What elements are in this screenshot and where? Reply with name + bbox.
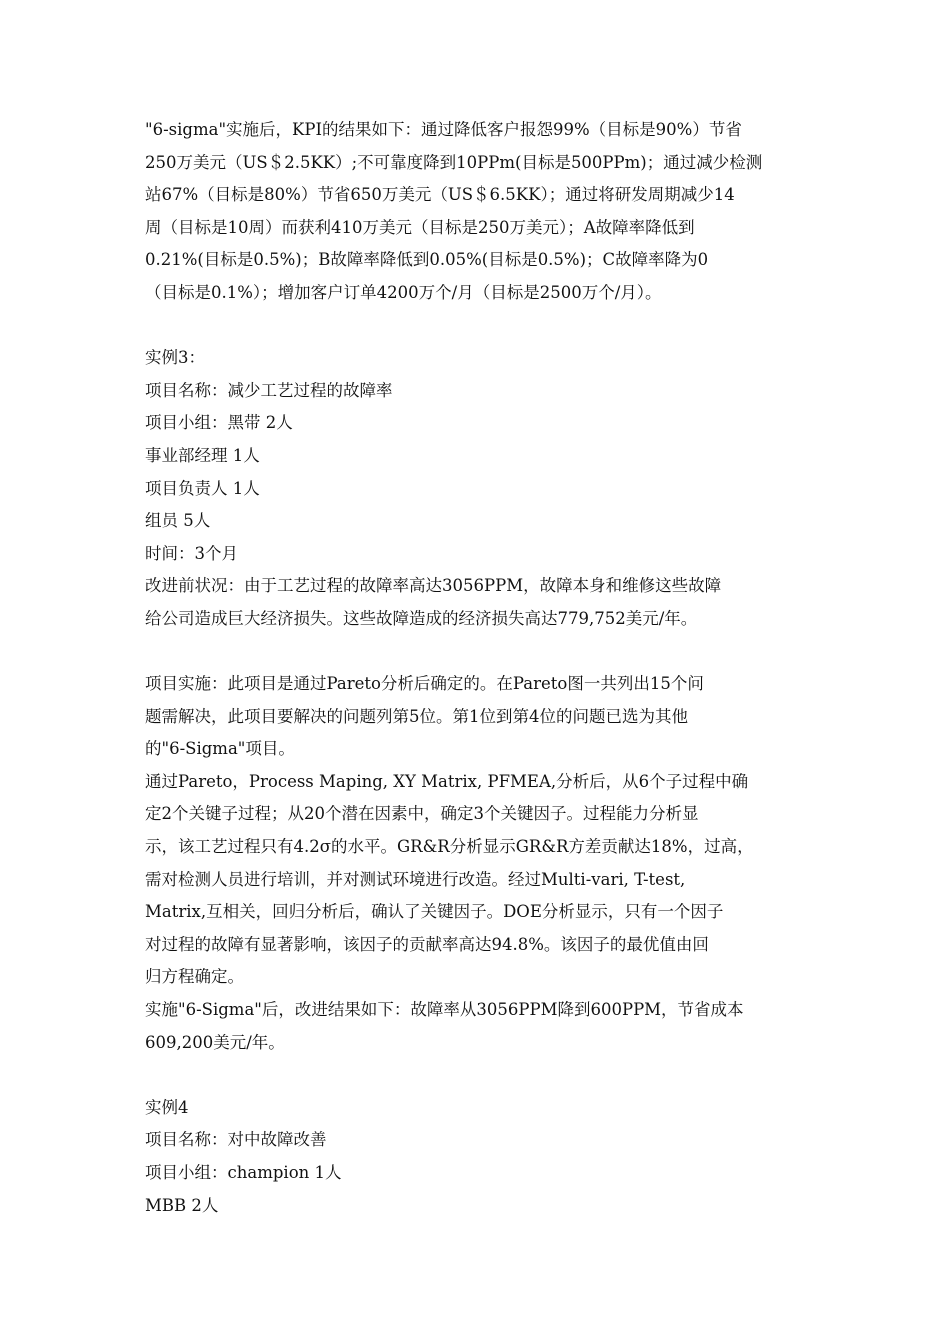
text-line: 实施"6-Sigma"后，改进结果如下：故障率从3056PPM降到600PPM，节省成本 [145, 1000, 744, 1020]
example-3-header-block [145, 342, 810, 635]
paragraph-gap [145, 636, 810, 669]
text-line: 周（目标是10周）而获利410万美元（目标是250万美元）；A故障率降低到 [145, 217, 695, 237]
text-line: 题需解决，此项目要解决的问题列第5位。第1位到第4位的问题已选为其他 [145, 706, 688, 726]
text-line: 示，该工艺过程只有4.2σ的水平。GR&R分析显示GR&R方差贡献达18%，过高， [145, 837, 754, 857]
text-line: 项目实施：此项目是通过Pareto分析后确定的。在Pareto图一共列出15个问 [145, 674, 704, 694]
team-member-line: 事业部经理 1人 [145, 445, 260, 465]
example-3-title: 实例3： [145, 348, 205, 368]
document-page [145, 114, 810, 1222]
text-line: 归方程确定。 [145, 967, 244, 987]
text-line: 站67%（目标是80%）节省650万美元（US＄6.5KK）；通过将研发周期减少14 [145, 185, 735, 205]
text-line: 的"6-Sigma"项目。 [145, 739, 295, 759]
project-duration: 时间：3个月 [145, 543, 238, 563]
project-team: 项目小组：champion 1人 [145, 1163, 342, 1182]
team-member-line: 项目负责人 1人 [145, 478, 260, 498]
team-member-line: MBB 2人 [145, 1195, 219, 1215]
example-4-title: 实例4 [145, 1097, 189, 1117]
kpi-results-paragraph [145, 114, 810, 310]
paragraph-gap [145, 310, 810, 343]
text-line: 改进前状况：由于工艺过程的故障率高达3056PPM，故障本身和维修这些故障 [145, 576, 722, 596]
text-line: 250万美元（US＄2.5KK）;不可靠度降到10PPm(目标是500PPm)；通过减少检测 [145, 152, 763, 172]
text-line: 通过Pareto，Process Maping, XY Matrix, PFMEA,分析后，从6个子过程中确 [145, 771, 749, 791]
text-line: 定2个关键子过程；从20个潜在因素中，确定3个关键因子。过程能力分析显 [145, 804, 699, 824]
text-line: 对过程的故障有显著影响，该因子的贡献率高达94.8%。该因子的最优值由回 [145, 934, 709, 954]
text-line: 609,200美元/年。 [145, 1032, 285, 1052]
project-name: 项目名称：减少工艺过程的故障率 [145, 380, 393, 400]
team-member-line: 组员 5人 [145, 511, 211, 531]
text-line: 需对检测人员进行培训，并对测试环境进行改造。经过Multi-vari, T-test, [145, 869, 686, 889]
example-3-implementation [145, 668, 810, 1059]
text-line: Matrix,互相关，回归分析后，确认了关键因子。DOE分析显示，只有一个因子 [145, 902, 724, 922]
text-line: 给公司造成巨大经济损失。这些故障造成的经济损失高达779,752美元/年。 [145, 608, 698, 628]
example-4-header-block [145, 1092, 810, 1222]
text-line: 0.21%(目标是0.5%)；B故障率降低到0.05%(目标是0.5%)；C故障率降为0 [145, 250, 709, 270]
paragraph-gap [145, 1059, 810, 1092]
project-name: 项目名称：对中故障改善 [145, 1130, 327, 1150]
project-team: 项目小组：黑带 2人 [145, 413, 293, 433]
text-line: （目标是0.1%）；增加客户订单4200万个/月（目标是2500万个/月）。 [145, 282, 662, 302]
text-line: "6-sigma"实施后，KPI的结果如下：通过降低客户报怨99%（目标是90%）节省 [145, 120, 742, 139]
